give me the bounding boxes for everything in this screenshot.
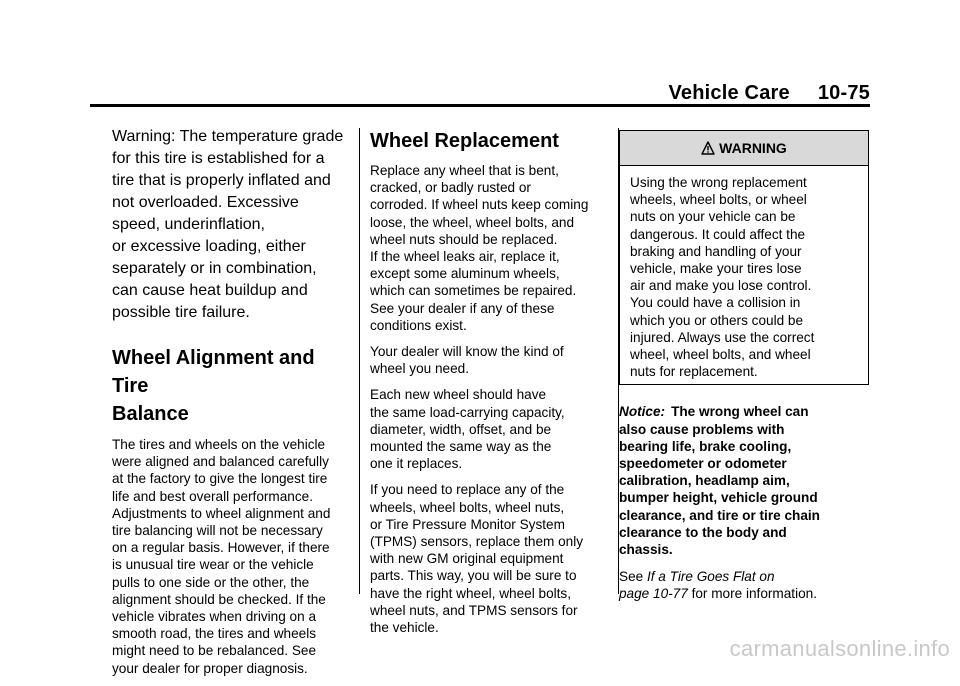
text-line: possible tire failure. — [112, 304, 250, 321]
text-line: wheel, wheel bolts, and wheel — [630, 347, 811, 363]
warning-title: WARNING — [719, 140, 787, 156]
text-line: Each new wheel should have — [370, 387, 547, 403]
text-line: braking and handling of your — [630, 243, 802, 259]
text-line: See your dealer if any of these — [370, 300, 555, 316]
text-line: might need to be rebalanced. See — [112, 643, 317, 659]
column-right — [619, 126, 869, 603]
text-line: cracked, or badly rusted or — [370, 180, 531, 196]
text-line: the vehicle. — [370, 620, 439, 636]
text-line: speedometer or odometer — [619, 456, 787, 472]
temperature-warning — [112, 126, 352, 324]
alignment-paragraph — [112, 436, 352, 677]
text-line: mounted the same way as the — [370, 439, 552, 455]
text-line: at the factory to give the longest tire — [112, 471, 328, 487]
watermark-text: carmanualsonline.info — [729, 636, 950, 661]
text-line: conditions exist. — [370, 317, 467, 333]
cross-reference-page[interactable]: page 10-77 — [619, 586, 688, 602]
column-left — [112, 126, 352, 686]
text-line: You could have a collision in — [630, 295, 801, 311]
text-line: also cause problems with — [619, 421, 785, 437]
text-line: wheels, wheel bolts, or wheel — [630, 192, 807, 208]
warning-body — [620, 166, 868, 384]
text-line: nuts on your vehicle can be — [630, 209, 796, 225]
page-number: 10-75 — [817, 82, 870, 104]
text-line: Adjustments to wheel alignment and — [112, 505, 331, 521]
text-line: air and make you lose control. — [630, 278, 812, 294]
text-line: wheel you need. — [370, 361, 470, 377]
text-line: calibration, headlamp aim, — [619, 473, 790, 489]
text-line: Warning: The temperature grade — [112, 128, 344, 145]
notice-label: Notice: — [619, 404, 666, 420]
header-rule — [90, 104, 870, 107]
text-line: can cause heat buildup and — [112, 282, 308, 299]
text-line: (TPMS) sensors, replace them only — [370, 534, 584, 550]
see-suffix: for more information. — [691, 586, 817, 602]
text-line: Using the wrong replacement — [630, 175, 807, 190]
text-line: The tires and wheels on the vehicle — [112, 437, 326, 452]
text-line: which can sometimes be repaired. — [370, 283, 577, 299]
text-line: tire balancing will not be necessary — [112, 523, 323, 539]
see-reference — [619, 568, 869, 602]
text-line: wheel nuts should be replaced. — [370, 231, 558, 247]
text-line: one it replaces. — [370, 456, 463, 472]
text-line: separately or in combination, — [112, 260, 317, 277]
text-line: tire that is properly inflated and — [112, 172, 331, 189]
text-line: is unusual tire wear or the vehicle — [112, 557, 314, 573]
text-line: chassis. — [619, 542, 673, 558]
warning-triangle-icon — [701, 141, 715, 155]
text-line: or Tire Pressure Monitor System — [370, 516, 565, 532]
replacement-paragraph-4 — [370, 481, 608, 636]
text-line: If you need to replace any of the — [370, 482, 565, 498]
text-line: The wrong wheel can — [671, 404, 809, 420]
column-divider-1 — [359, 128, 360, 594]
text-line: vehicle, make your tires lose — [630, 261, 802, 277]
text-line: parts. This way, you will be sure to — [370, 568, 577, 584]
text-line: Your dealer will know the kind of — [370, 344, 564, 360]
text-line: diameter, width, offset, and be — [370, 421, 552, 437]
heading-wheel-replacement: Wheel Replacement — [370, 130, 559, 152]
text-line: Replace any wheel that is bent, — [370, 163, 559, 178]
column-middle — [370, 126, 608, 645]
text-line: If the wheel leaks air, replace it, — [370, 249, 560, 265]
text-line: except some aluminum wheels, — [370, 266, 560, 282]
warning-header — [620, 131, 868, 166]
text-line: have the right wheel, wheel bolts, — [370, 585, 572, 601]
warning-box — [619, 130, 869, 385]
text-line: smooth road, the tires and wheels — [112, 626, 317, 642]
text-line: loose, the wheel, wheel bolts, and — [370, 214, 575, 230]
text-line: life and best overall performance. — [112, 488, 313, 504]
section-title: Vehicle Care — [668, 82, 790, 104]
heading-line: Wheel Alignment and Tire — [112, 347, 315, 397]
text-line: were aligned and balanced carefully — [112, 454, 329, 470]
text-line: wheels, wheel bolts, wheel nuts, — [370, 499, 565, 515]
header-title — [668, 82, 870, 105]
text-line: not overloaded. Excessive — [112, 194, 299, 211]
see-prefix: See — [619, 569, 644, 585]
replacement-paragraph-1 — [370, 162, 608, 334]
text-line: clearance to the body and — [619, 524, 787, 540]
heading-line: Balance — [112, 403, 189, 425]
text-line: speed, underinflation, — [112, 216, 265, 233]
heading-wheel-alignment — [112, 344, 352, 428]
text-line: nuts for replacement. — [630, 364, 758, 380]
text-line: bearing life, brake cooling, — [619, 438, 792, 454]
text-line: for this tire is established for a — [112, 150, 325, 167]
notice-block — [619, 403, 869, 558]
text-line: corroded. If wheel nuts keep coming — [370, 197, 589, 213]
cross-reference-link[interactable]: If a Tire Goes Flat on — [646, 569, 775, 585]
text-line: the same load-carrying capacity, — [370, 404, 565, 420]
text-line: bumper height, vehicle ground — [619, 490, 818, 506]
text-line: pulls to one side or the other, the — [112, 574, 310, 590]
text-line: on a regular basis. However, if there — [112, 540, 330, 556]
text-line: or excessive loading, either — [112, 238, 306, 255]
text-line: vehicle vibrates when driving on a — [112, 609, 317, 625]
text-line: injured. Always use the correct — [630, 329, 815, 345]
replacement-paragraph-3 — [370, 386, 608, 472]
text-line: wheel nuts, and TPMS sensors for — [370, 602, 578, 618]
text-line: your dealer for proper diagnosis. — [112, 660, 308, 676]
replacement-paragraph-2 — [370, 343, 608, 377]
text-line: which you or others could be — [630, 312, 804, 328]
text-line: with new GM original equipment — [370, 551, 564, 567]
text-line: alignment should be checked. If the — [112, 591, 326, 607]
text-line: dangerous. It could affect the — [630, 226, 806, 242]
text-line: clearance, and tire or tire chain — [619, 507, 820, 523]
page-header — [0, 0, 960, 110]
